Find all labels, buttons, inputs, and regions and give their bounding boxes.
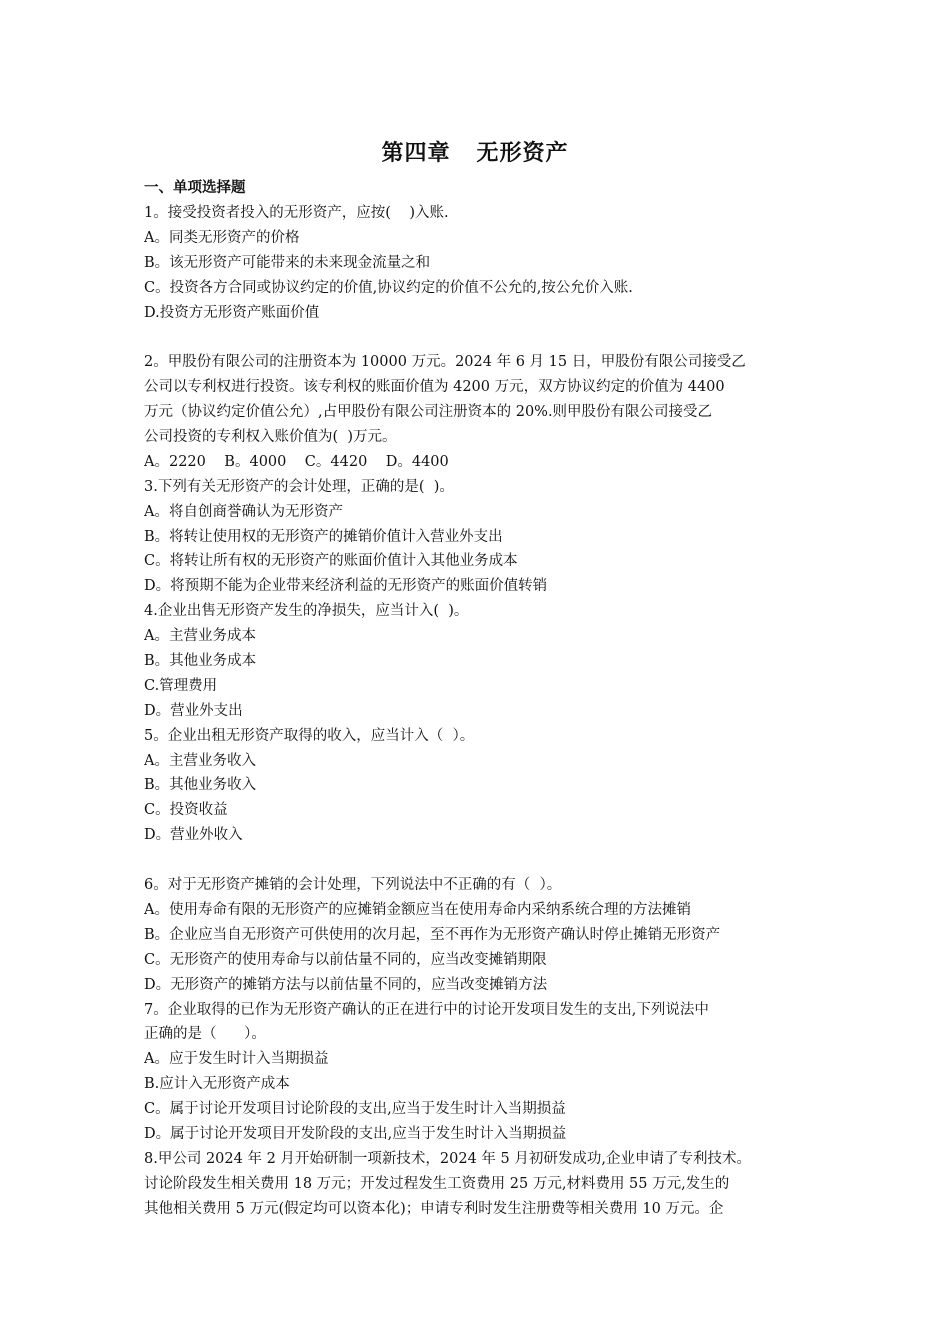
text-line: C.管理费用 (144, 677, 218, 694)
text-line: 万元（协议约定价值公允）,占甲股份有限公司注册资本的 20%.则甲股份有限公司接受乙 (144, 404, 713, 421)
text-line: D。无形资产的摊销方法与以前估量不同的，应当改变摊销方法 (144, 976, 548, 993)
text-line: A。主营业务成本 (144, 628, 256, 645)
text-line: A。使用寿命有限的无形资产的应摊销金额应当在使用寿命内采纳系统合理的方法摊销 (144, 901, 691, 918)
question-list (144, 201, 814, 1222)
text-line: A。将自创商誉确认为无形资产 (144, 503, 343, 520)
text-line: B。该无形资产可能带来的未来现金流量之和 (144, 254, 431, 271)
blank-line (144, 325, 814, 350)
text-line: B。其他业务成本 (144, 653, 257, 670)
text-line: D.投资方无形资产账面价值 (144, 304, 320, 321)
text-line: 4.企业出售无形资产发生的净损失，应当计入( )。 (144, 603, 469, 620)
text-line: A。2220 B。4000 C。4420 D。4400 (144, 453, 449, 470)
text-line: A。同类无形资产的价格 (144, 229, 300, 246)
text-line: 1。接受投资者投入的无形资产，应按( )入账. (144, 205, 449, 221)
text-line: C。投资各方合同或协议约定的价值,协议约定的价值不公允的,按公允价入账. (144, 279, 633, 296)
text-line: B。其他业务收入 (144, 777, 257, 794)
text-line: 公司投资的专利权入账价值为( )万元。 (144, 429, 397, 446)
text-line: 8.甲公司 2024 年 2 月开始研制一项新技术，2024 年 5 月初研发成功,企业申请了专利技术。 (144, 1150, 751, 1167)
text-line: 正确的是（ ）。 (144, 1026, 266, 1043)
text-line: B。企业应当自无形资产可供使用的次月起，至不再作为无形资产确认时停止摊销无形资产 (144, 926, 721, 943)
text-line: B。将转让使用权的无形资产的摊销价值计入营业外支出 (144, 528, 503, 545)
text-line: C。投资收益 (144, 802, 228, 819)
text-line: 2。甲股份有限公司的注册资本为 10000 万元。2024 年 6 月 15 日，甲股份有限公司接受乙 (144, 354, 746, 371)
text-line: B.应计入无形资产成本 (144, 1076, 290, 1093)
text-line: A。主营业务收入 (144, 752, 256, 769)
page-title: 第四章 无形资产 (381, 141, 569, 166)
text-line: 其他相关费用 5 万元(假定均可以资本化)；申请专利时发生注册费等相关费用 10 万元。企 (144, 1200, 724, 1217)
section-heading: 一、单项选择题 (144, 180, 246, 196)
text-line: 3.下列有关无形资产的会计处理，正确的是( )。 (144, 478, 454, 495)
text-line: C。将转让所有权的无形资产的账面价值计入其他业务成本 (144, 553, 518, 570)
text-line: 讨论阶段发生相关费用 18 万元；开发过程发生工资费用 25 万元,材料费用 55 万元,发生的 (144, 1175, 730, 1192)
text-line: A。应于发生时计入当期损益 (144, 1051, 329, 1068)
text-line: 6。对于无形资产摊销的会计处理，下列说法中不正确的有（ ）。 (144, 877, 562, 894)
text-line: D。营业外支出 (144, 702, 243, 719)
text-line: 5。企业出租无形资产取得的收入，应当计入（ ）。 (144, 727, 475, 744)
text-line: D。属于讨论开发项目开发阶段的支出,应当于发生时计入当期损益 (144, 1125, 567, 1142)
text-line: D。将预期不能为企业带来经济利益的无形资产的账面价值转销 (144, 578, 548, 595)
text-line: 公司以专利权进行投资。该专利权的账面价值为 4200 万元，双方协议约定的价值为 4400 (144, 379, 725, 396)
text-line: C。属于讨论开发项目讨论阶段的支出,应当于发生时计入当期损益 (144, 1101, 566, 1118)
text-line: C。无形资产的使用寿命与以前估量不同的，应当改变摊销期限 (144, 951, 547, 968)
text-line: D。营业外收入 (144, 827, 243, 844)
text-line: 7。企业取得的已作为无形资产确认的正在进行中的讨论开发项目发生的支出,下列说法中 (144, 1001, 709, 1018)
blank-line (144, 848, 814, 873)
